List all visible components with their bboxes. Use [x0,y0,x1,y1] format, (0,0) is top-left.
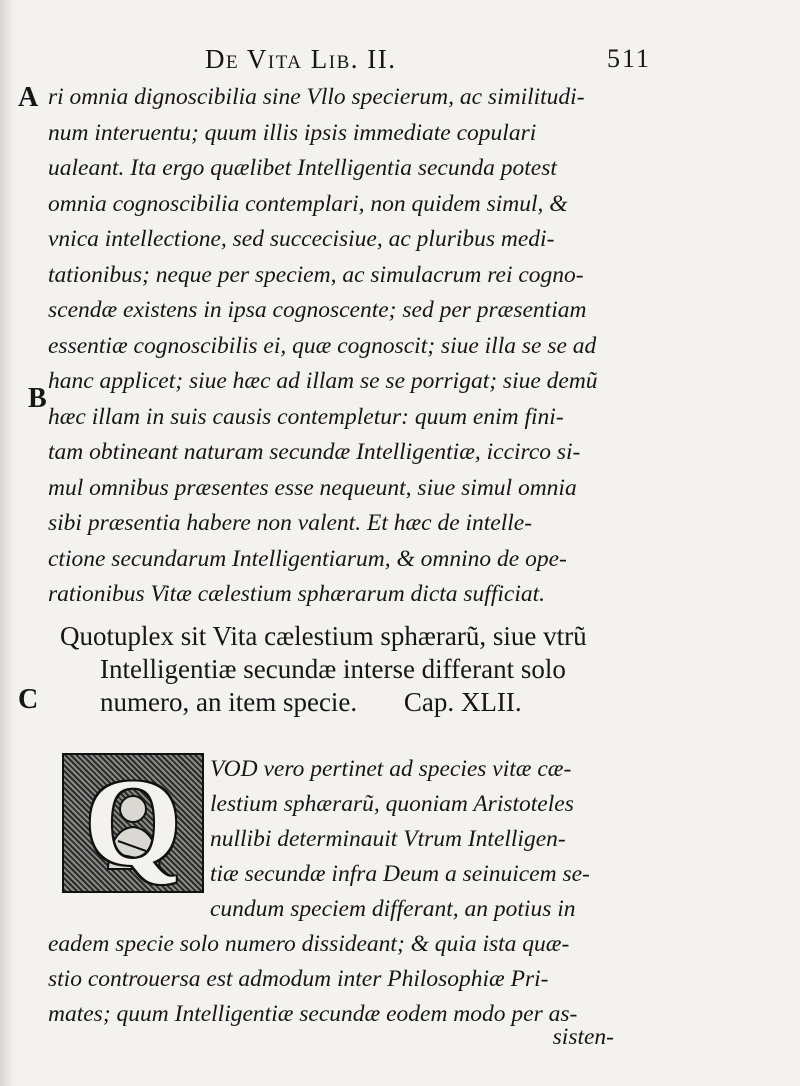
text-line: mul omnibus præsentes esse nequeunt, siue simul omnia [48,474,577,501]
chapter-heading [60,620,660,719]
chapter-heading-line: Intelligentiæ secundæ interse differant solo [100,654,566,684]
margin-letter-c: C [18,684,39,715]
text-line: hæc illam in suis causis contempletur: quum enim fini- [48,403,564,430]
chapter-heading-line [60,686,660,719]
running-title: De Vita Lib. II. [205,44,397,74]
chapter-body-text [48,927,658,1032]
decorated-initial [62,753,204,893]
text-line: mates; quum Intelligentiæ secundæ eodem modo per as- [48,1001,578,1027]
chapter-heading-line: numero, an item specie. [100,687,358,717]
text-line: nullibi determinauit Vtrum Intelligen- [210,826,566,852]
page-number: 511 [606,44,651,73]
text-line: hanc applicet; siue hæc ad illam se se porrigat; siue demũ [48,368,598,394]
text-line: vnica intellectione, sed succecisiue, ac pluribus medi- [48,226,555,252]
text-line: VOD vero pertinet ad species vitæ cæ- [210,756,572,782]
text-line: ualeant. Ita ergo quælibet Intelligentia secunda potest [48,155,557,181]
text-line: scendæ existens in ipsa cognoscente; sed per præsentiam [48,297,587,323]
text-line: num interuentu; quum illis ipsis immediate copulari [48,119,537,146]
text-line: omnia cognoscibilia contemplari, non quidem simul, & [48,190,568,217]
running-head [205,44,655,80]
body-text [48,80,658,613]
text-line: ctione secundarum Intelligentiarum, & omnino de ope- [48,545,567,572]
margin-letter-b: B [28,383,47,414]
margin-letter-a: A [18,82,39,113]
text-line: eadem specie solo numero dissideant; & quia ista quæ- [48,931,570,957]
text-line: tationibus; neque per speciem, ac simulacrum rei cogno- [48,261,584,288]
text-line: rationibus Vitæ cælestium sphærarum dicta sufficiat. [48,581,545,607]
text-line: stio controuersa est admodum inter Philosophiæ Pri- [48,966,549,992]
chapter-number: Cap. XLII. [403,687,522,717]
text-line: cundum speciem differant, an potius in [210,896,576,922]
text-line: tam obtineant naturam secundæ Intelligentiæ, iccirco si- [48,439,581,465]
chapter-heading-line: Quotuplex sit Vita cælestium sphærarũ, siue vtrũ [60,621,587,651]
text-line: sibi præsentia habere non valent. Et hæc de intelle- [48,510,533,536]
chapter-opening-text [210,752,660,927]
catchword: sisten- [552,1024,614,1050]
text-line: ri omnia dignoscibilia sine Vllo specierum, ac similitudi- [48,84,585,110]
text-line: tiæ secundæ infra Deum a seinuicem se- [210,861,590,887]
text-line: essentiæ cognoscibilis ei, quæ cognoscit; siue illa se se ad [48,332,597,359]
drop-cap-letter: Q [84,754,182,891]
text-line: lestium sphærarũ, quoniam Aristoteles [210,791,574,817]
